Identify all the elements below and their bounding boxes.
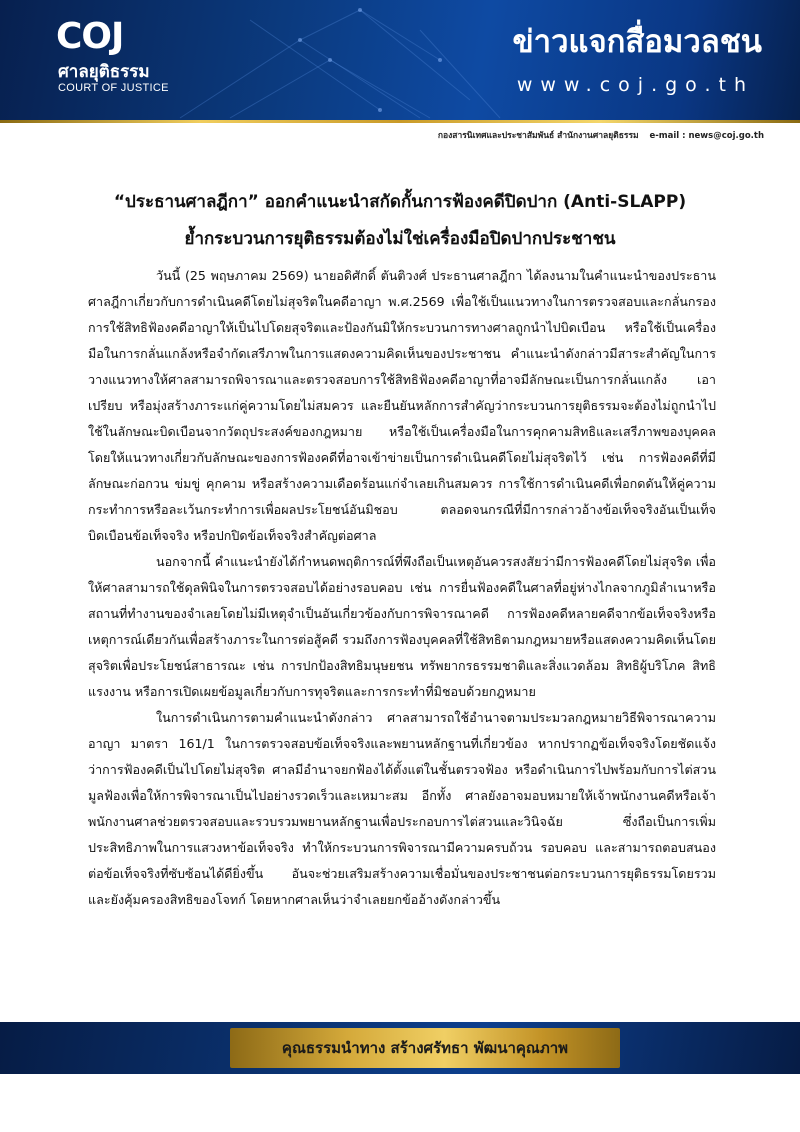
contact-email: e-mail : news@coj.go.th — [649, 131, 764, 141]
header-banner — [0, 0, 800, 120]
footer-slogan: คุณธรรมนำทาง สร้างศรัทธา พัฒนาคุณภาพ — [281, 1039, 569, 1057]
article-title-line-1: “ประธานศาลฎีกา” ออกคำแนะนำสกัดกั้นการฟ้องคดีปิดปาก (Anti-SLAPP) — [113, 192, 687, 212]
org-name-th: ศาลยุติธรรม — [58, 62, 150, 82]
website-url: www.coj.go.th — [516, 74, 754, 96]
body-paragraph: วันนี้ (25 พฤษภาคม 2569) นายอดิศักดิ์ ตันติวงศ์ ประธานศาลฎีกา ได้ลงนามในคำแนะนำของประธานศาลฎีกาเกี่ยวกับการดำเนินคดีโดยไม่สุจริตในคดีอาญา พ.ศ.2569 เพื่อใช้เป็นแนวทางในการตรวจสอบและกลั่นกรองการใช้สิทธิฟ้องคดีอาญาให้เป็นไปโดยสุจริตและป้องกันมิให้กระบวนการทางศาลถูกนำไปบิดเบือน หรือใช้เป็นเครื่องมือในการกลั่นแกล้งหรือจำกัดเสรีภาพในการแสดงความคิดเห็นของประชาชน คำแนะนำดังกล่าวมีสาระสำคัญในการวางแนวทางให้ศาลสามารถพิจารณาและตรวจสอบการใช้สิทธิฟ้องคดีอาญาที่อาจมีลักษณะเป็นการกลั่นแกล้ง เอาเปรียบ หรือมุ่งสร้างภาระแก่คู่ความโดยไม่สมควร และยืนยันหลักการสำคัญว่ากระบวนการยุติธรรมจะต้องไม่ถูกนำไปใช้ในลักษณะบิดเบือนจากวัตถุประสงค์ของกฎหมาย หรือใช้เป็นเครื่องมือในการคุกคามสิทธิและเสรีภาพของบุคคล โดยให้แนวทางเกี่ยวกับลักษณะของการฟ้องคดีที่อาจเข้าข่ายเป็นการดำเนินคดีโดยไม่สุจริตไว้ เช่น การฟ้องคดีที่มีลักษณะก่อกวน ข่มขู่ คุกคาม หรือสร้างความเดือดร้อนแก่จำเลยเกินสมควร การใช้การดำเนินคดีเพื่อกดดันให้คู่ความกระทำการหรือละเว้นกระทำการเพื่อผลประโยชน์อันมิชอบ ตลอดจนกรณีที่มีการกล่าวอ้างข้อเท็จจริงอันเป็นเท็จ บิดเบือนข้อเท็จจริง หรือปกปิดข้อเท็จจริงสำคัญต่อศาล — [88, 268, 716, 543]
article-title-line-2: ย้ำกระบวนการยุติธรรมต้องไม่ใช่เครื่องมือปิดปากประชาชน — [184, 229, 616, 249]
coj-logo — [56, 18, 186, 98]
body-paragraph: นอกจากนี้ คำแนะนำยังได้กำหนดพฤติการณ์ที่พึงถือเป็นเหตุอันควรสงสัยว่ามีการฟ้องคดีโดยไม่สุจริต เพื่อให้ศาลสามารถใช้ดุลพินิจในการตรวจสอบได้อย่างรอบคอบ เช่น การยื่นฟ้องคดีในศาลที่อยู่ห่างไกลจากภูมิลำเนาหรือสถานที่ทำงานของจำเลยโดยไม่มีเหตุจำเป็นอันเกี่ยวข้องกับการพิจารณาคดี การฟ้องคดีหลายคดีจากข้อเท็จจริงหรือเหตุการณ์เดียวกันเพื่อสร้างภาระในการต่อสู้คดี รวมถึงการฟ้องบุคคลที่ใช้สิทธิตามกฎหมายหรือแสดงความคิดเห็นโดยสุจริตเพื่อประโยชน์สาธารณะ เช่น การปกป้องสิทธิมนุษยชน ทรัพยากรธรรมชาติและสิ่งแวดล้อม สิทธิผู้บริโภค สิทธิแรงงาน หรือการเปิดเผยข้อมูลเกี่ยวกับการทุจริตและการกระทำที่มิชอบด้วยกฎหมาย — [88, 554, 716, 699]
org-name-en: COURT OF JUSTICE — [58, 82, 169, 94]
body-paragraph: ในการดำเนินการตามคำแนะนำดังกล่าว ศาลสามารถใช้อำนาจตามประมวลกฎหมายวิธีพิจารณาความอาญา มาตรา 161/1 ในการตรวจสอบข้อเท็จจริงและพยานหลักฐานที่เกี่ยวข้อง หากปรากฏข้อเท็จจริงโดยชัดแจ้งว่าการฟ้องคดีเป็นไปโดยไม่สุจริต ศาลมีอำนาจยกฟ้องได้ตั้งแต่ในชั้นตรวจฟ้อง หรือดำเนินการไปพร้อมกับการไต่สวนมูลฟ้องเพื่อให้การพิจารณาเป็นไปอย่างรวดเร็วและเหมาะสม อีกทั้ง ศาลยังอาจมอบหมายให้เจ้าพนักงานคดีหรือเจ้าพนักงานศาลช่วยตรวจสอบและรวบรวมพยานหลักฐานเพื่อประกอบการไต่สวนและวินิจฉัย ซึ่งถือเป็นการเพิ่มประสิทธิภาพในการแสวงหาข้อเท็จจริง ทำให้กระบวนการพิจารณามีความครบถ้วน รอบคอบ และสามารถตอบสนองต่อข้อเท็จจริงที่ซับซ้อนได้ดียิ่งขึ้น อันจะช่วยเสริมสร้างความเชื่อมั่นของประชาชนต่อกระบวนการยุติธรรมโดยรวม และยังคุ้มครองสิทธิของโจทก์ โดยหากศาลเห็นว่าจำเลยยกข้ออ้างดังกล่าวขึ้น — [88, 710, 716, 907]
contact-department: กองสารนิเทศและประชาสัมพันธ์ สำนักงานศาลยุติธรรม — [437, 131, 639, 141]
press-release-title: ข่าวแจกสื่อมวลชน — [512, 24, 762, 60]
article-body — [88, 263, 716, 913]
logo-mark: COJ — [56, 16, 124, 57]
gold-divider — [0, 120, 800, 123]
contact-info — [438, 128, 764, 142]
